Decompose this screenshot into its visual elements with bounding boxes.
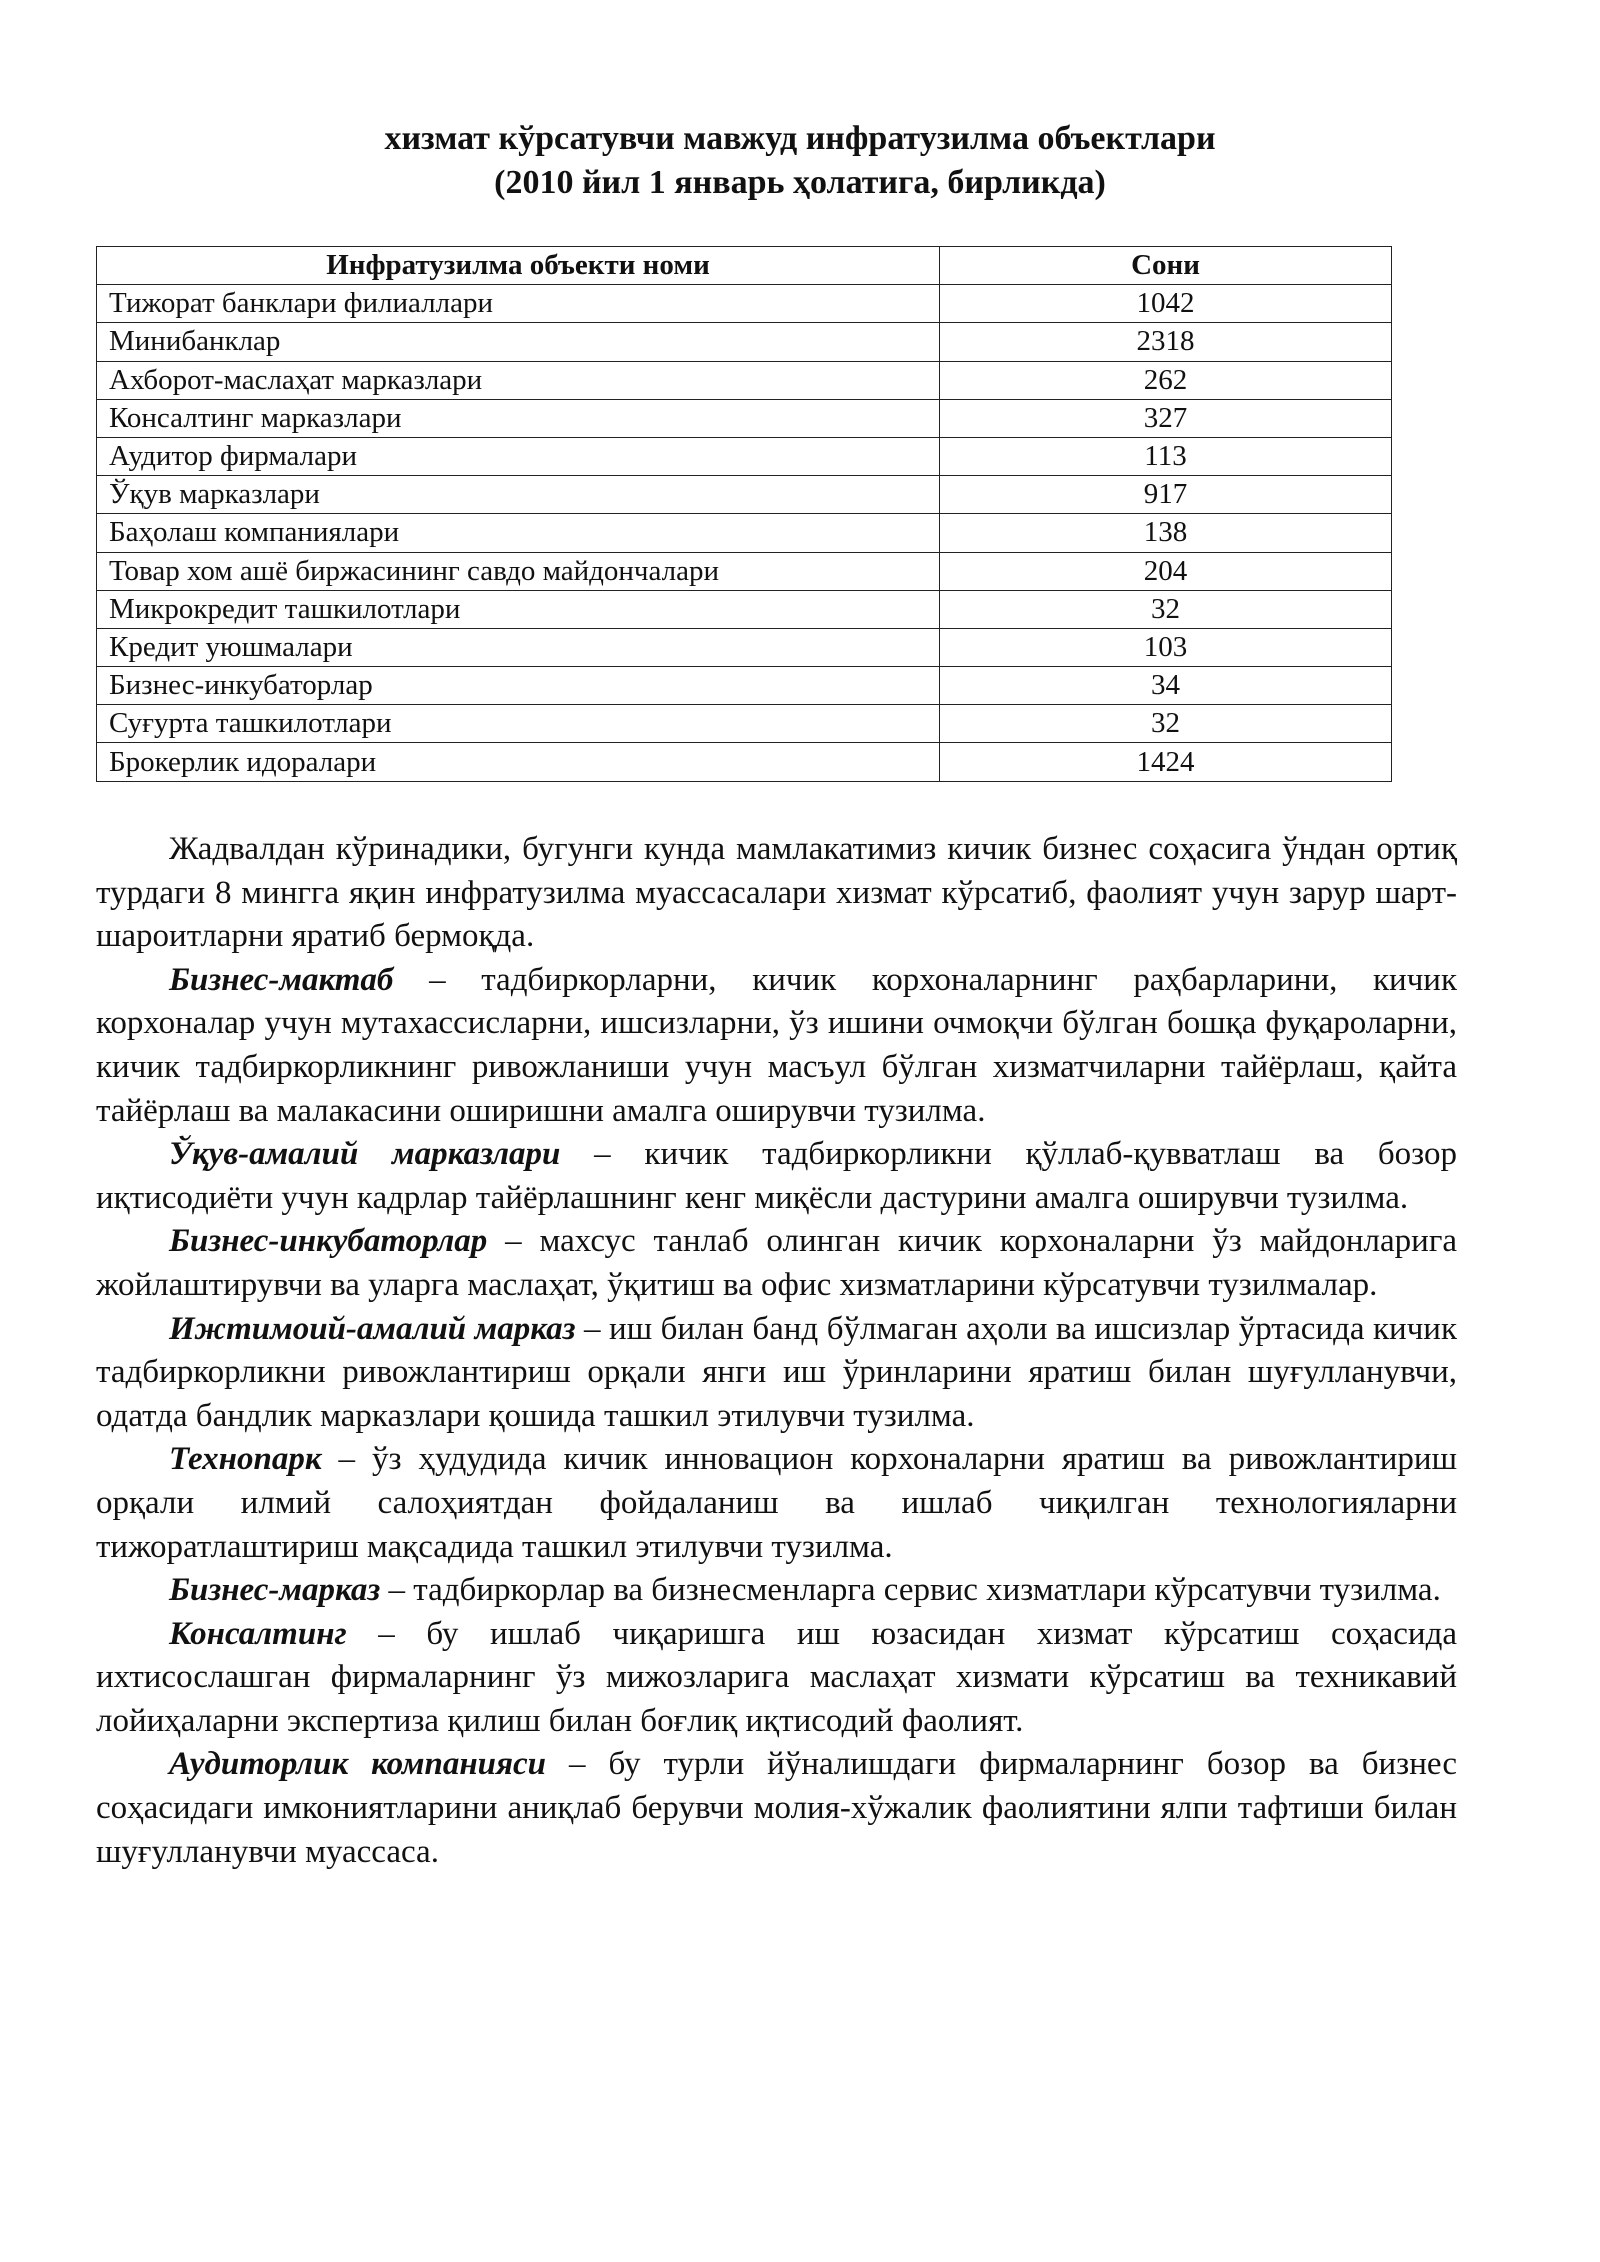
body-paragraph bbox=[96, 1438, 1457, 1569]
paragraph-text: – бу турли йўналишдаги фирмаларнинг бозор ва бизнес соҳасидаги имкониятларини аниқлаб берувчи молия-хўжалик фаолиятини ялпи тафтиши билан шуғулланувчи муассаса. bbox=[96, 1746, 1457, 1870]
table-row bbox=[97, 628, 1392, 666]
table-row bbox=[97, 361, 1392, 399]
infrastructure-count-cell: 2318 bbox=[940, 323, 1392, 361]
defined-term: Консалтинг bbox=[169, 1615, 347, 1652]
body-paragraph bbox=[96, 1613, 1457, 1744]
table-row bbox=[97, 285, 1392, 323]
infrastructure-name-cell: Консалтинг марказлари bbox=[97, 399, 940, 437]
defined-term: Бизнес-марказ bbox=[169, 1572, 381, 1609]
column-header-count: Сони bbox=[940, 247, 1392, 285]
infrastructure-count-cell: 327 bbox=[940, 399, 1392, 437]
paragraph-text: – иш билан банд бўлмаган аҳоли ва ишсизлар ўртасида кичик тадбиркорликни ривожлантириш орқали янги иш ўринларини яратиш билан шуғулланувчи, одатда бандлик марказлари қошида ташкил этилувчи тузилма. bbox=[96, 1310, 1458, 1434]
table-row bbox=[97, 323, 1392, 361]
table-header-row bbox=[97, 247, 1392, 285]
table-row bbox=[97, 437, 1392, 475]
infrastructure-count-cell: 138 bbox=[940, 514, 1392, 552]
infrastructure-name-cell: Микрокредит ташкилотлари bbox=[97, 590, 940, 628]
defined-term: Аудиторлик компанияси bbox=[169, 1746, 547, 1783]
infrastructure-name-cell: Кредит уюшмалари bbox=[97, 628, 940, 666]
infrastructure-name-cell: Брокерлик идоралари bbox=[97, 743, 940, 781]
infrastructure-name-cell: Ахборот-маслаҳат марказлари bbox=[97, 361, 940, 399]
table-row bbox=[97, 476, 1392, 514]
defined-term: Ўқув-амалий марказлари bbox=[169, 1136, 561, 1173]
paragraph-text: – ўз ҳудудида кичик инновацион корхоналарни яратиш ва ривожлантириш орқали илмий салоҳиятдан фойдаланиш ва ишлаб чиқилган технологияларни тижоратлаштириш мақсадида ташкил этилувчи тузилма. bbox=[96, 1441, 1457, 1565]
document-title-line-2: (2010 йил 1 январь ҳолатига, бирликда) bbox=[494, 164, 1106, 201]
infrastructure-count-cell: 32 bbox=[940, 590, 1392, 628]
infrastructure-count-cell: 917 bbox=[940, 476, 1392, 514]
body-paragraph bbox=[96, 959, 1457, 1133]
infrastructure-name-cell: Ўқув марказлари bbox=[97, 476, 940, 514]
body-text bbox=[96, 828, 1457, 1874]
infrastructure-name-cell: Бизнес-инкубаторлар bbox=[97, 667, 940, 705]
paragraph-text: – махсус танлаб олинган кичик корхоналарни ўз майдонларига жойлаштирувчи ва уларга маслаҳат, ўқитиш ва офис хизматларини кўрсатувчи тузилмалар. bbox=[96, 1223, 1457, 1303]
table-row bbox=[97, 552, 1392, 590]
infrastructure-count-cell: 262 bbox=[940, 361, 1392, 399]
infrastructure-count-cell: 32 bbox=[940, 705, 1392, 743]
infrastructure-count-cell: 34 bbox=[940, 667, 1392, 705]
infrastructure-count-cell: 1042 bbox=[940, 285, 1392, 323]
infrastructure-name-cell: Тижорат банклари филиаллари bbox=[97, 285, 940, 323]
table-row bbox=[97, 705, 1392, 743]
table-row bbox=[97, 590, 1392, 628]
infrastructure-count-cell: 1424 bbox=[940, 743, 1392, 781]
infrastructure-count-cell: 103 bbox=[940, 628, 1392, 666]
infrastructure-count-cell: 113 bbox=[940, 437, 1392, 475]
defined-term: Бизнес-мактаб bbox=[169, 961, 394, 998]
table-row bbox=[97, 399, 1392, 437]
infrastructure-name-cell: Аудитор фирмалари bbox=[97, 437, 940, 475]
infrastructure-name-cell: Товар хом ашё биржасининг савдо майдончалари bbox=[97, 552, 940, 590]
infrastructure-name-cell: Минибанклар bbox=[97, 323, 940, 361]
body-paragraph bbox=[96, 1569, 1457, 1613]
infrastructure-name-cell: Баҳолаш компаниялари bbox=[97, 514, 940, 552]
infrastructure-name-cell: Суғурта ташкилотлари bbox=[97, 705, 940, 743]
paragraph-text: – бу ишлаб чиқаришга иш юзасидан хизмат кўрсатиш соҳасида ихтисослашган фирмаларнинг ўз мижозларига маслаҳат хизмати кўрсатиш ва техникавий лойиҳаларни экспертиза қилиш билан боғлиқ иқтисодий фаолият. bbox=[96, 1615, 1457, 1739]
defined-term: Бизнес-инкубаторлар bbox=[169, 1223, 488, 1260]
column-header-name: Инфратузилма объекти номи bbox=[97, 247, 940, 285]
body-paragraph bbox=[96, 1133, 1457, 1220]
defined-term: Технопарк bbox=[169, 1441, 322, 1478]
body-paragraph bbox=[96, 828, 1457, 959]
paragraph-text: – тадбиркорлар ва бизнесменларга сервис хизматлари кўрсатувчи тузилма. bbox=[380, 1572, 1441, 1609]
paragraph-text: Жадвалдан кўринадики, бугунги кунда мамлакатимиз кичик бизнес соҳасига ўндан ортиқ турдаги 8 мингга яқин инфратузилма муассасалари хизмат кўрсатиб, фаолият учун зарур шарт-шароитларни яратиб бермоқда. bbox=[96, 831, 1457, 955]
infrastructure-count-cell: 204 bbox=[940, 552, 1392, 590]
document-title-line-1: хизмат кўрсатувчи мавжуд инфратузилма объектлари bbox=[384, 120, 1216, 157]
paragraph-text: – кичик тадбиркорликни қўллаб-қувватлаш ва бозор иқтисодиёти учун кадрлар тайёрлашнинг кенг миқёсли дастурини амалга оширувчи тузилма. bbox=[96, 1136, 1457, 1216]
body-paragraph bbox=[96, 1308, 1457, 1439]
body-paragraph bbox=[96, 1743, 1457, 1874]
table-row bbox=[97, 514, 1392, 552]
defined-term: Ижтимоий-амалий марказ bbox=[169, 1310, 576, 1347]
body-paragraph bbox=[96, 1220, 1457, 1307]
table-body bbox=[97, 285, 1392, 781]
table-row bbox=[97, 667, 1392, 705]
paragraph-text: – тадбиркорларни, кичик корхоналарнинг раҳбарларини, кичик корхоналар учун мутахассисларни, ишсизларни, ўз ишини очмоқчи бўлган бошқа фуқароларни, кичик тадбиркорликнинг ривожланиши учун масъул бўлган хизматчиларни тайёрлаш, қайта тайёрлаш ва малакасини оширишни амалга оширувчи тузилма. bbox=[96, 961, 1457, 1129]
infrastructure-table bbox=[96, 246, 1392, 782]
table-row bbox=[97, 743, 1392, 781]
